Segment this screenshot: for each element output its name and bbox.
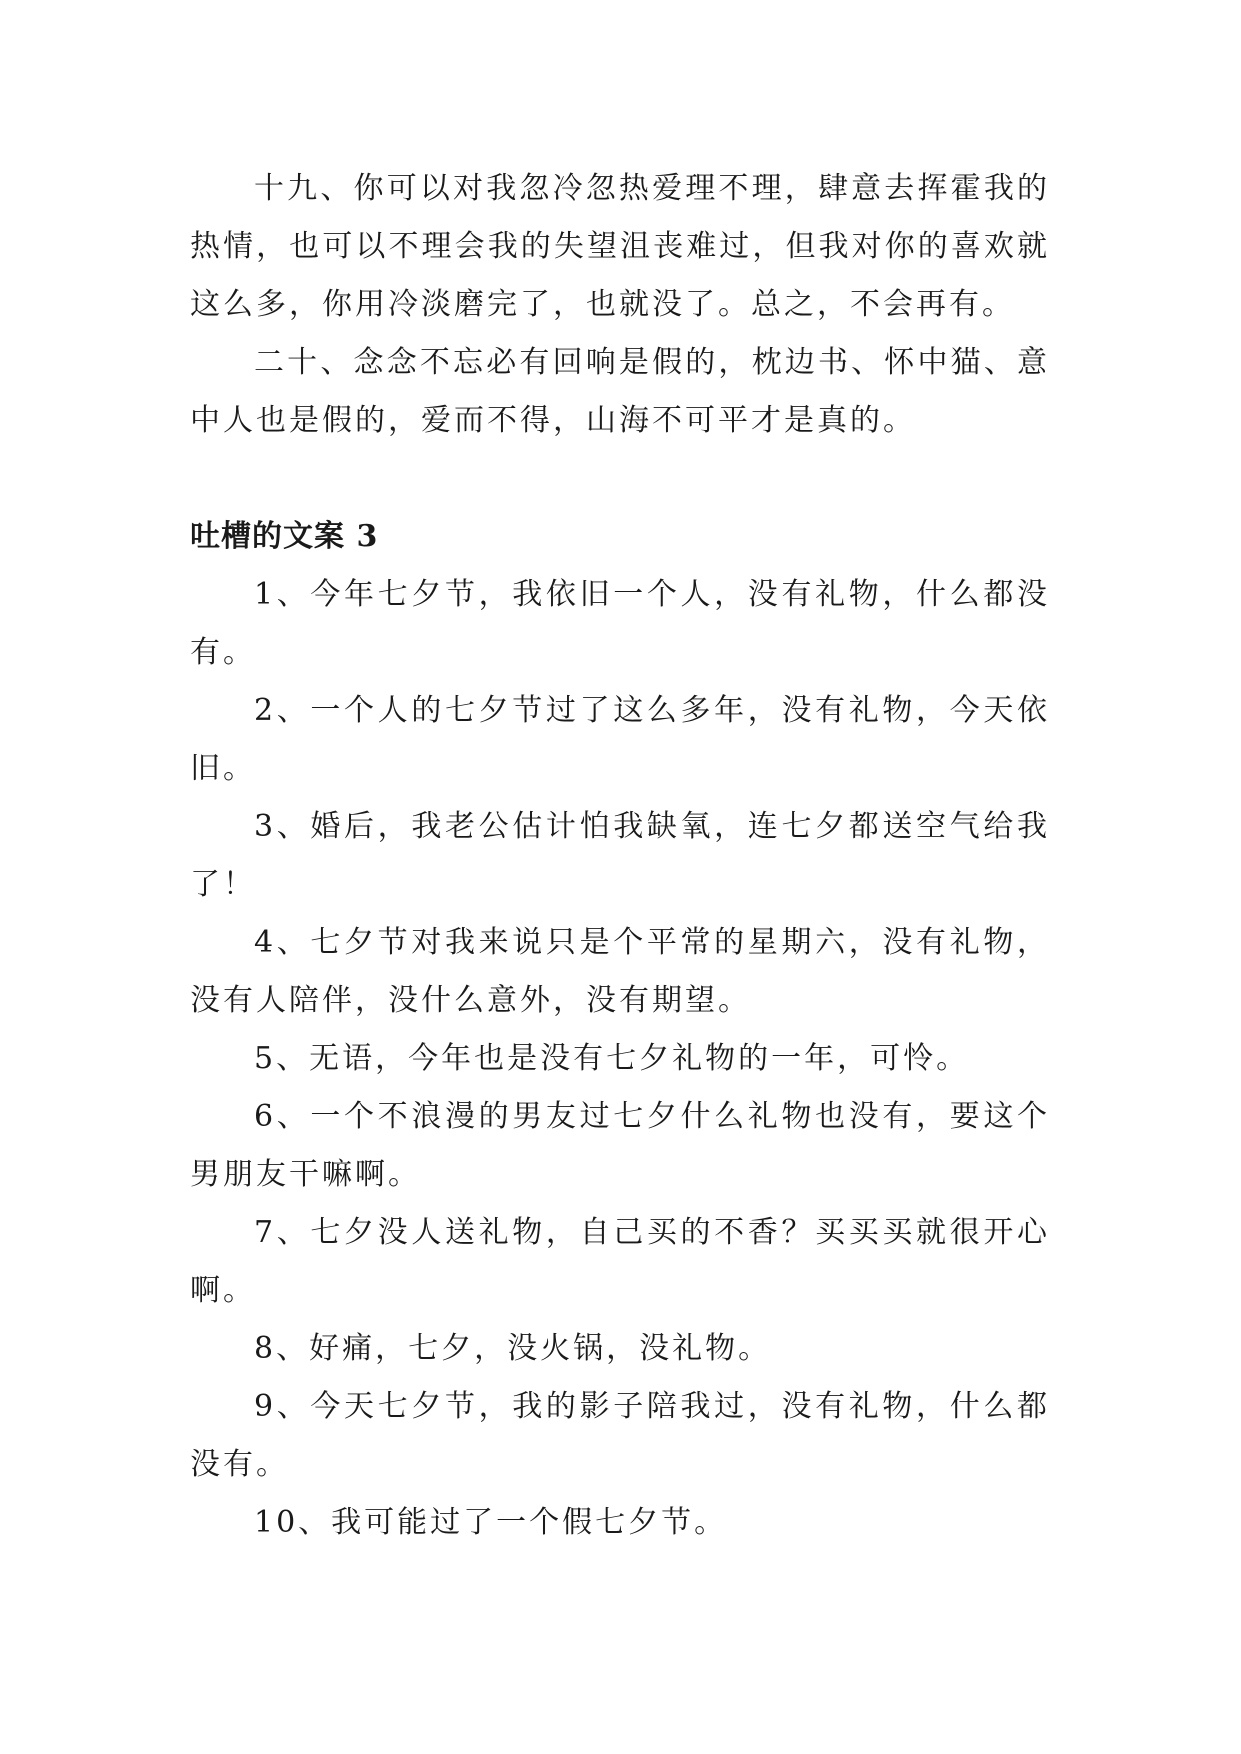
section-heading: 吐槽的文案 3 bbox=[190, 519, 379, 554]
document-page bbox=[190, 160, 1050, 1552]
paragraph-20: 二十、念念不忘必有回响是假的，枕边书、怀中猫、意中人也是假的，爱而不得，山海不可平才是真的。 bbox=[190, 345, 1050, 438]
list-item: 6、一个不浪漫的男友过七夕什么礼物也没有，要这个男朋友干嘛啊。 bbox=[190, 1099, 1050, 1192]
list-item: 8、好痛，七夕，没火锅，没礼物。 bbox=[254, 1331, 772, 1366]
list-item: 9、今天七夕节，我的影子陪我过，没有礼物，什么都没有。 bbox=[190, 1389, 1050, 1482]
list-item: 1、今年七夕节，我依旧一个人，没有礼物，什么都没有。 bbox=[190, 577, 1050, 670]
list-item: 5、无语，今年也是没有七夕礼物的一年，可怜。 bbox=[254, 1041, 970, 1076]
list-item: 10、我可能过了一个假七夕节。 bbox=[254, 1505, 728, 1540]
list-item: 7、七夕没人送礼物，自己买的不香？买买买就很开心啊。 bbox=[190, 1215, 1050, 1308]
list-item: 4、七夕节对我来说只是个平常的星期六，没有礼物，没有人陪伴，没什么意外，没有期望。 bbox=[190, 925, 1050, 1018]
list-item: 3、婚后，我老公估计怕我缺氧，连七夕都送空气给我了！ bbox=[190, 809, 1050, 902]
list-item: 2、一个人的七夕节过了这么多年，没有礼物，今天依旧。 bbox=[190, 693, 1050, 786]
paragraph-19: 十九、你可以对我忽冷忽热爱理不理，肆意去挥霍我的热情，也可以不理会我的失望沮丧难过，但我对你的喜欢就这么多，你用冷淡磨完了，也就没了。总之，不会再有。 bbox=[190, 171, 1050, 322]
section-list bbox=[190, 566, 1050, 1552]
top-section bbox=[190, 160, 1050, 450]
